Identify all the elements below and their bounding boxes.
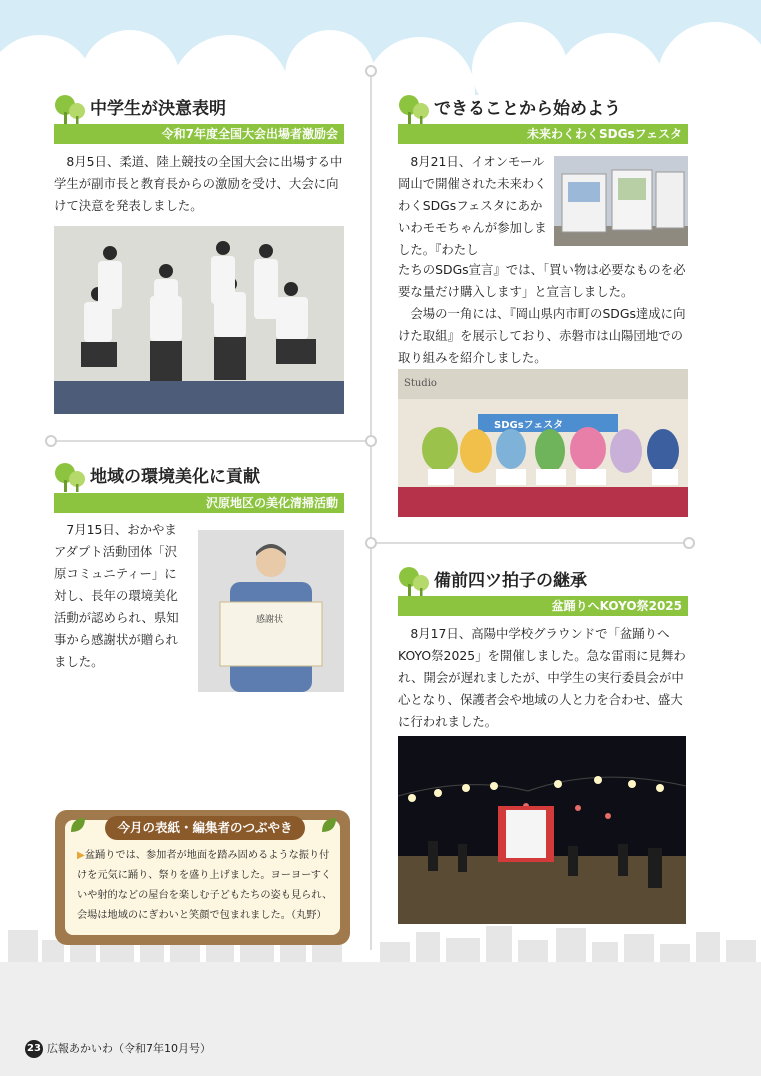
article-body: 8月5日、柔道、陸上競技の全国大会に出場する中学生が副市長と教育長からの激励を受け、大会に向けて決意を発表しました。 xyxy=(54,154,343,213)
editor-note-body: 盆踊りでは、参加者が地面を踏み固めるような振り付けを元気に踊り、祭りを盛り上げました。ヨーヨーすくいや射的などの屋台を楽しむ子どもたちの姿も見られ、会場は地域のにぎわいと笑顔で包まれました。（丸野） xyxy=(77,850,333,921)
article-sdgs xyxy=(398,94,688,519)
article-koyo-festival xyxy=(398,566,688,926)
editor-note-box xyxy=(55,810,350,945)
triangle-icon: ▶ xyxy=(77,850,85,861)
article-subtitle: 沢原地区の美化清掃活動 xyxy=(54,493,344,513)
divider-knot xyxy=(365,65,377,77)
row-divider-right xyxy=(372,542,690,544)
bottom-band xyxy=(0,962,761,1076)
article-body: たちのSDGs宣言』では、「買い物は必要なものを必要な量だけ購入します」と宣言しました。 xyxy=(398,262,686,299)
divider-knot xyxy=(45,435,57,447)
leaf-icon xyxy=(320,816,338,834)
divider-knot xyxy=(365,537,377,549)
article-title: できることから始めよう xyxy=(434,99,621,119)
leaf-icon xyxy=(69,816,87,834)
page-number: 23 xyxy=(25,1040,43,1058)
article-body: 会場の一角には、『岡山県内市町のSDGs達成に向けた取組』を展示しており、赤磐市は山陽団地での取り組みを紹介しました。 xyxy=(398,306,686,365)
article-title: 地域の環境美化に貢献 xyxy=(90,467,260,487)
festival-photo xyxy=(398,736,686,924)
publication-name: 広報あかいわ（令和7年10月号） xyxy=(47,1042,211,1055)
editor-note-title: 今月の表紙・編集者のつぶやき xyxy=(105,816,305,840)
divider-knot xyxy=(365,435,377,447)
tree-icon xyxy=(54,94,86,126)
article-title: 備前四ツ拍子の継承 xyxy=(434,571,587,591)
editor-note-panel xyxy=(65,820,340,935)
row-divider-left xyxy=(50,440,370,442)
editor-note-text xyxy=(77,846,335,926)
tree-icon xyxy=(54,462,86,494)
mascot-photo xyxy=(398,369,688,517)
article-subtitle: 盆踊りへKOYO祭2025 xyxy=(398,596,688,616)
banner-text: SDGsフェスタ xyxy=(494,420,564,431)
article-student-resolution xyxy=(54,94,344,416)
tree-icon xyxy=(398,94,430,126)
article-environment xyxy=(54,462,344,697)
award-photo xyxy=(198,530,344,692)
group-photo xyxy=(54,226,344,414)
tree-icon xyxy=(398,566,430,598)
article-subtitle: 未来わくわくSDGsフェスタ xyxy=(398,124,688,144)
article-body: 8月21日、イオンモール岡山で開催された未来わくわくSDGsフェスタにあかいわモモちゃんが参加しました。『わたし xyxy=(398,154,547,257)
article-title: 中学生が決意表明 xyxy=(90,99,226,119)
article-body: 7月15日、おかやまアダプト活動団体「沢原コミュニティー」に対し、長年の環境美化活動が認められ、県知事から感謝状が贈られました。 xyxy=(54,522,179,669)
signboard-text: Studio xyxy=(404,378,437,389)
article-body: 8月17日、高陽中学校グラウンドで「盆踊りへKOYO祭2025」を開催しました。急な雷雨に見舞われ、開会が遅れましたが、中学生の実行委員会が中心となり、保護者会や地域の人と力を合わせ、盛大に行われました。 xyxy=(398,626,686,729)
exhibition-photo xyxy=(554,156,688,246)
column-divider xyxy=(370,70,372,950)
certificate-text: 感謝状 xyxy=(256,615,284,625)
divider-knot xyxy=(683,537,695,549)
article-subtitle: 令和7年度全国大会出場者激励会 xyxy=(54,124,344,144)
